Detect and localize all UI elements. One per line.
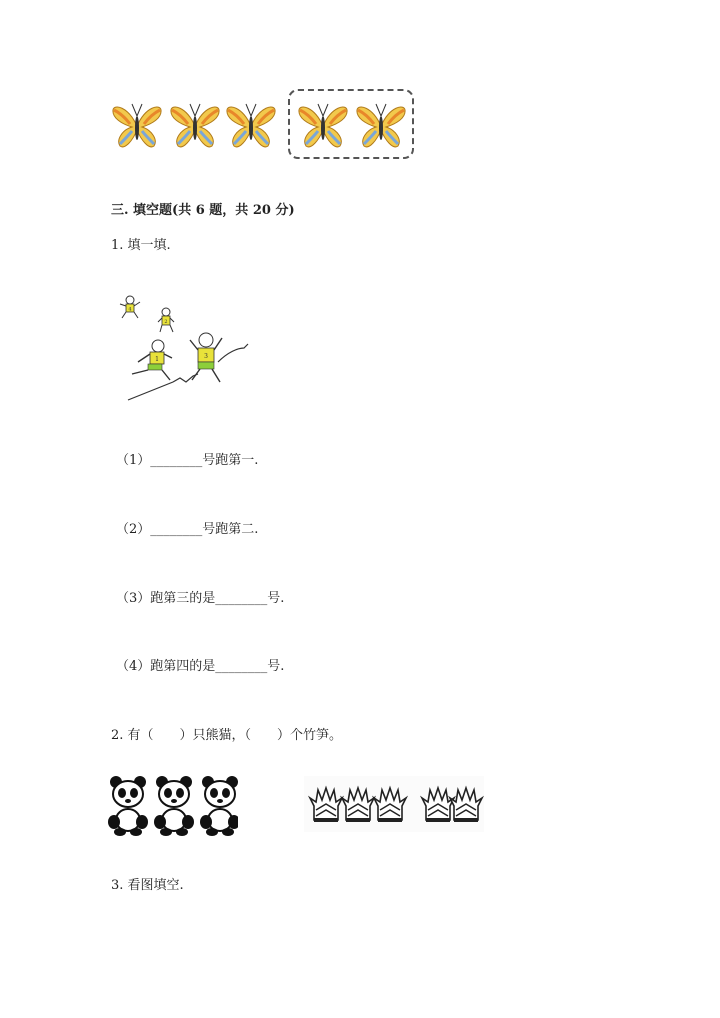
butterfly-icon — [168, 100, 222, 152]
q1-item-1: （1）________号跑第一. — [116, 453, 259, 468]
runner-2 — [158, 308, 174, 332]
question-3-title: 3. 看图填空. — [111, 878, 184, 893]
pandas-illustration — [108, 774, 238, 836]
bamboo-shoot-icon — [342, 788, 374, 822]
panda-icon — [200, 776, 238, 836]
runner-2-number: 2 — [164, 319, 168, 325]
bamboo-shoot-icon — [450, 788, 482, 822]
dashed-group-box — [288, 89, 414, 159]
runner-3-number: 3 — [204, 353, 208, 360]
q1-item-3: （3）跑第三的是________号. — [116, 591, 285, 606]
runner-4 — [120, 296, 140, 318]
q1-item-2: （2）________号跑第二. — [116, 522, 259, 537]
butterfly-icon — [224, 100, 278, 152]
runner-4-number: 4 — [128, 306, 132, 313]
question-2-title: 2. 有（ ）只熊猫，（ ）个竹笋。 — [111, 728, 343, 743]
runner-1-number: 1 — [155, 356, 159, 363]
bamboo-shoot-icon — [422, 788, 454, 822]
runners-illustration — [118, 292, 258, 404]
panda-icon — [154, 776, 194, 836]
bamboo-shoots-illustration — [304, 776, 484, 832]
panda-icon — [108, 776, 148, 836]
question-1-title: 1. 填一填. — [111, 238, 171, 253]
runner-1 — [132, 340, 172, 380]
section-heading: 三. 填空题(共 6 题，共 20 分) — [111, 203, 295, 218]
bamboo-shoot-icon — [310, 788, 342, 822]
bamboo-shoot-icon — [374, 788, 406, 822]
q1-item-4: （4）跑第四的是________号. — [116, 659, 285, 674]
butterfly-icon — [110, 100, 164, 152]
